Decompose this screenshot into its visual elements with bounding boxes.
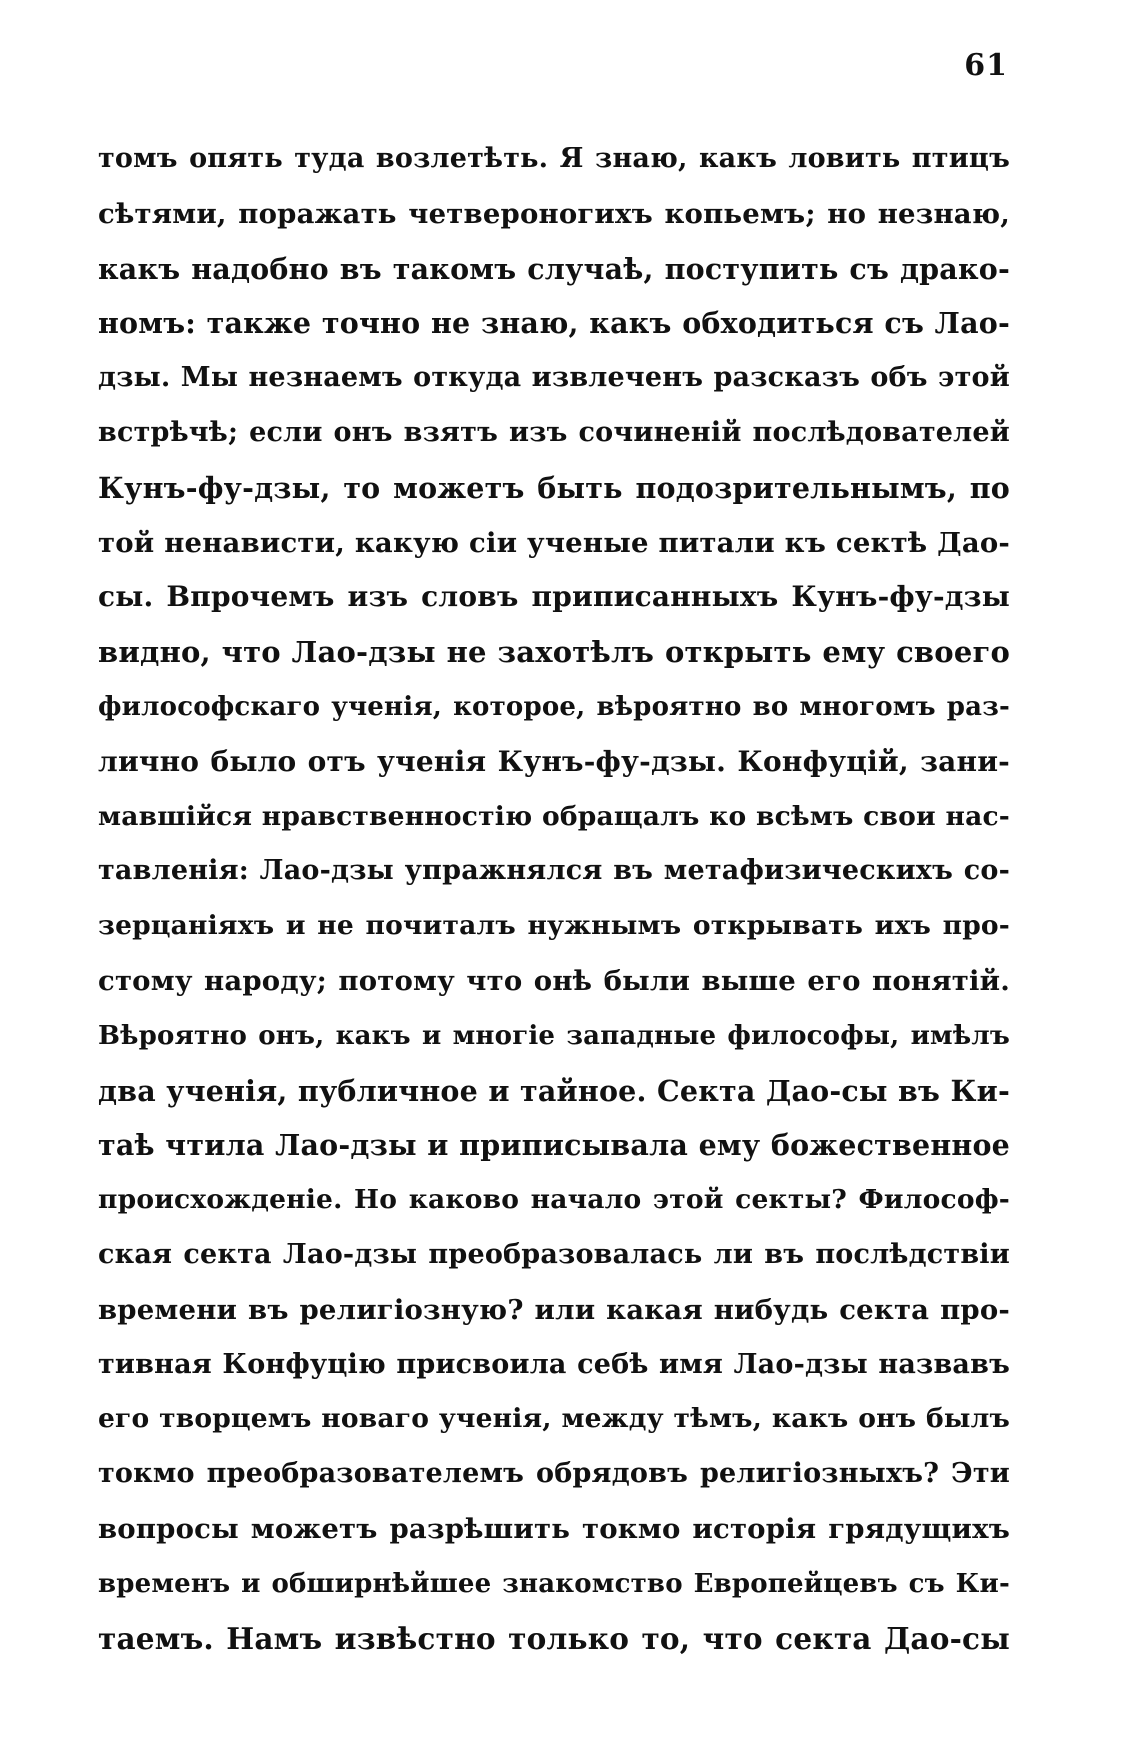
text-line: сы. Впрочемъ изъ словъ приписанныхъ Кунъ-фу-дзы bbox=[98, 580, 1010, 614]
text-line: токмо преобразователемъ обрядовъ религіозныхъ? Эти bbox=[98, 1458, 1010, 1490]
text-line: временъ и обширнѣйшее знакомство Европейцевъ съ Ки- bbox=[98, 1568, 1010, 1599]
text-line: тивная Конфуцію присвоила себѣ имя Лао-дзы назвавъ bbox=[98, 1348, 1010, 1380]
text-line: какъ надобно въ такомъ случаѣ, поступить съ драко- bbox=[98, 251, 1010, 286]
text-line: мавшійся нравственностію обращалъ ко всѣмъ свои нас- bbox=[98, 800, 1010, 832]
text-line: времени въ религіозную? или какая нибудь секта про- bbox=[98, 1293, 1010, 1326]
text-line: сѣтями, поражать четвероногихъ копьемъ; но незнаю, bbox=[98, 197, 1010, 230]
text-line: два ученія, публичное и тайное. Секта Дао-сы въ Ки- bbox=[98, 1073, 1010, 1108]
text-line: стому народу; потому что онѣ были выше его понятій. bbox=[98, 964, 1010, 997]
text-line: таѣ чтила Лао-дзы и приписывала ему божественное bbox=[98, 1128, 1010, 1163]
text-line: вопросы можетъ разрѣшить токмо исторія грядущихъ bbox=[98, 1512, 1010, 1545]
text-line: Кунъ-фу-дзы, то можетъ быть подозрительнымъ, по bbox=[98, 470, 1010, 505]
text-line: номъ: также точно не знаю, какъ обходиться съ Лао- bbox=[98, 306, 1010, 341]
text-line: тавленія: Лао-дзы упражнялся въ метафизическихъ со- bbox=[98, 855, 1010, 887]
text-line: томъ опять туда возлетѣть. Я знаю, какъ ловить птицъ bbox=[98, 143, 1010, 174]
text-line: происхожденіе. Но каково начало этой секты? Философ- bbox=[98, 1184, 1010, 1216]
text-line: дзы. Мы незнаемъ откуда извлеченъ разсказъ объ этой bbox=[98, 362, 1010, 394]
text-line: видно, что Лао-дзы не захотѣлъ открыть ему своего bbox=[98, 635, 1010, 670]
text-line: его творцемъ новаго ученія, между тѣмъ, какъ онъ былъ bbox=[98, 1403, 1010, 1435]
text-line: философскаго ученія, которое, вѣроятно во многомъ раз- bbox=[98, 691, 1010, 722]
text-line: таемъ. Намъ извѣстно только то, что секта Дао-сы bbox=[98, 1620, 1010, 1656]
body-text bbox=[98, 132, 1010, 1666]
text-line: зерцаніяхъ и не почиталъ нужнымъ открывать ихъ про- bbox=[98, 910, 1010, 942]
text-line: ская секта Лао-дзы преобразовалась ли въ послѣдствіи bbox=[98, 1238, 1010, 1270]
page-number: 61 bbox=[964, 48, 1008, 83]
text-line: той ненависти, какую сіи ученые питали къ сектѣ Дао- bbox=[98, 526, 1010, 559]
text-line: лично было отъ ученія Кунъ-фу-дзы. Конфуцій, зани- bbox=[98, 744, 1010, 778]
text-line: встрѣчѣ; если онъ взятъ изъ сочиненій послѣдователей bbox=[98, 416, 1010, 448]
text-line: Вѣроятно онъ, какъ и многіе западные философы, имѣлъ bbox=[98, 1020, 1010, 1051]
